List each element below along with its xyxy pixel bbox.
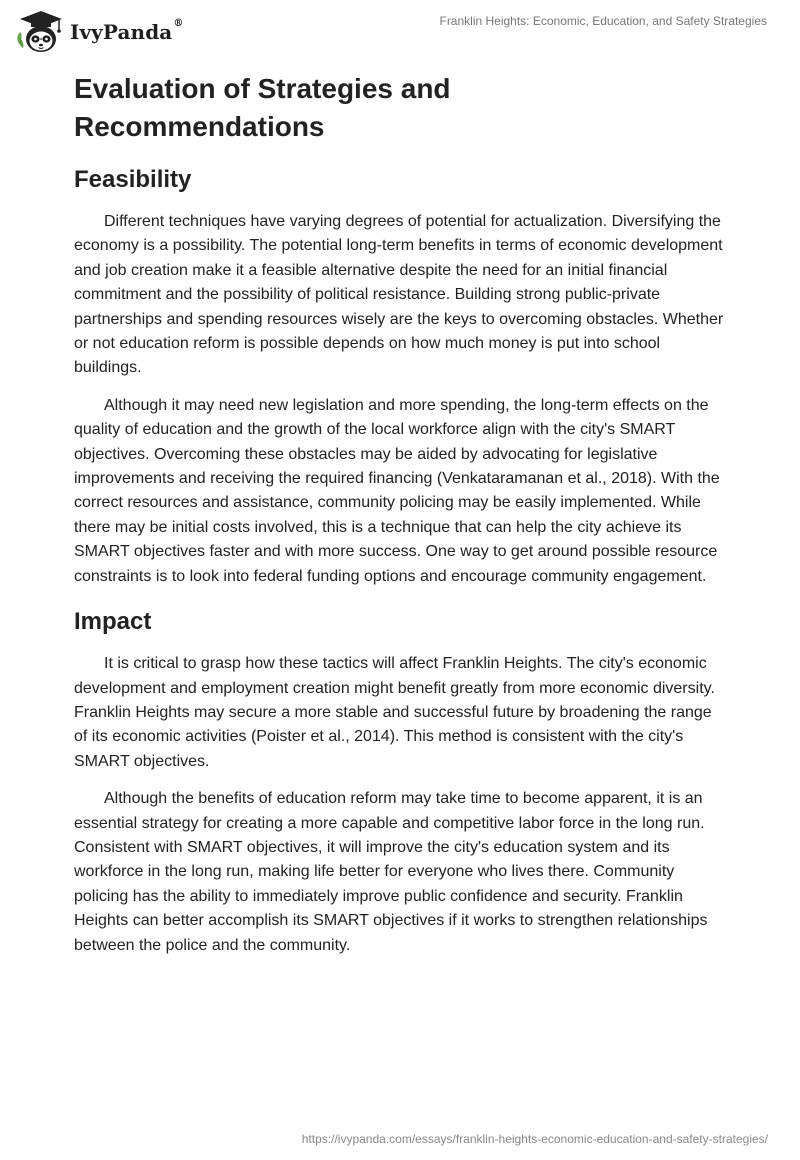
paragraph: Although it may need new legislation and more spending, the long-term effects on the quality of education and the growth of the local workforce align with the city's SMART objectives. Overcoming these obstacles may be aided by advocating for legislative improvements and receiving the required financing (Venkataramanan et al., 2018). With the correct resources and assistance, community policing may be easily implemented. While there may be initial costs involved, this is a technique that can help the city achieve its SMART objectives faster and with more success. One way to get around possible resource constraints is to look into federal funding options and encourage community engagement. [74, 396, 720, 585]
panda-graduate-icon [14, 8, 68, 54]
ivypanda-logo[interactable] [14, 8, 183, 54]
page-header [0, 0, 800, 56]
document-title: Franklin Heights: Economic, Education, and Safety Strategies [439, 14, 767, 28]
paragraph: It is critical to grasp how these tactics will affect Franklin Heights. The city's economic development and employment creation might benefit greatly from more economic diversity. Franklin Heights may secure a more stable and successful future by broadening the range of its economic activities (Poister et al., 2014). This method is consistent with the city's SMART objectives. [74, 655, 715, 770]
article-body [74, 70, 724, 971]
paragraph: Although the benefits of education reform may take time to become apparent, it is an essential strategy for creating a more capable and competitive labor force in the long run. Consistent with SMART objectives, it will improve the city's education system and its workforce in the long run, making life better for everyone who lives there. Community policing has the ability to immediately improve public confidence and security. Franklin Heights can better accomplish its SMART objectives if it works to strengthen relationships between the police and the community. [74, 790, 708, 954]
source-url-link[interactable]: https://ivypanda.com/essays/franklin-heights-economic-education-and-safety-strategies/ [301, 1132, 768, 1146]
article-title: Evaluation of Strategies and Recommendations [74, 73, 451, 142]
registered-mark: ® [173, 18, 184, 29]
section-heading-feasibility: Feasibility [74, 166, 192, 193]
brand-name: IvyPanda [70, 20, 173, 44]
section-heading-impact: Impact [74, 608, 152, 636]
paragraph: Different techniques have varying degrees of potential for actualization. Diversifying the economy is a possibility. The potential long-term benefits in terms of economic development and job creation make it a feasible alternative despite the need for an initial financial commitment and the possibility of political resistance. Building strong public-private partnerships and spending resources wisely are the keys to overcoming obstacles. Whether or not education reform is possible depends on how much money is put into school buildings. [74, 213, 724, 377]
logo-wordmark [70, 20, 183, 44]
